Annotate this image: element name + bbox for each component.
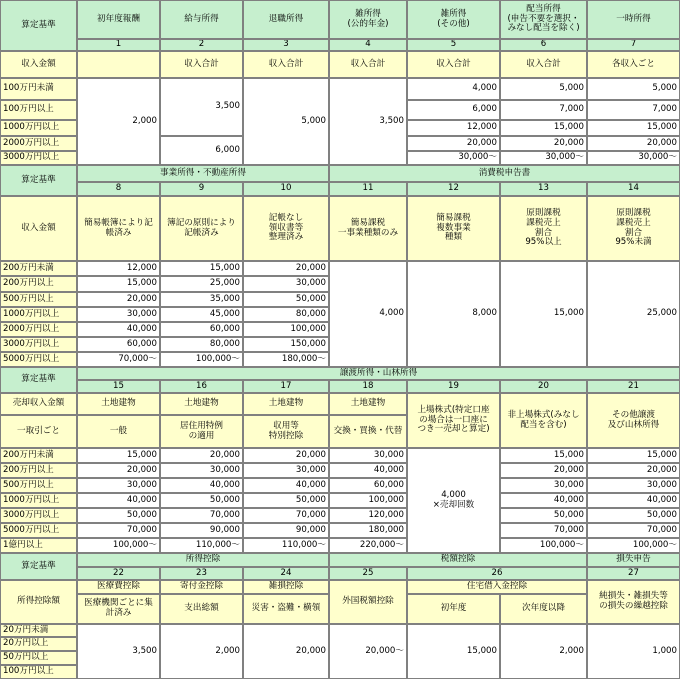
tier-label: 100万円未満 — [0, 78, 77, 100]
fee-cell: 40,000 — [587, 493, 680, 508]
fee-cell: 2,000 — [77, 78, 160, 165]
row-label-income: 収入金額 — [0, 51, 77, 78]
group-header-tax-credits: 税額控除 — [329, 553, 587, 567]
fee-cell: 30,000～ — [587, 151, 680, 165]
fee-cell: 100,000 — [329, 493, 407, 508]
fee-cell: 20,000 — [77, 292, 160, 307]
col-header-21: その他譲渡 及び山林所得 — [587, 393, 680, 448]
fee-cell: 70,000 — [77, 523, 160, 538]
fee-cell: 3,500 — [77, 624, 160, 679]
col-number: 6 — [500, 39, 587, 51]
fee-cell: 100,000～ — [587, 538, 680, 553]
fee-cell: 30,000 — [243, 463, 329, 478]
fee-cell: 40,000 — [160, 478, 243, 493]
sublabel: 収入合計 — [329, 51, 407, 78]
tier-label: 3000万円以上 — [0, 337, 77, 352]
col-header-18: 交換・買換・代替 — [329, 415, 407, 448]
fee-cell: 20,000 — [243, 624, 329, 679]
tier-label: 2000万円以上 — [0, 136, 77, 151]
fee-cell: 20,000 — [587, 136, 680, 151]
fee-cell: 90,000 — [160, 523, 243, 538]
fee-cell: 30,000 — [500, 478, 587, 493]
fee-cell: 60,000 — [77, 337, 160, 352]
fee-cell: 120,000 — [329, 508, 407, 523]
fee-cell: 12,000 — [77, 261, 160, 276]
fee-cell: 180,000 — [329, 523, 407, 538]
tier-label: 1000万円以上 — [0, 307, 77, 322]
col-header-25: 外国税額控除 — [329, 580, 407, 624]
fee-cell: 1,000 — [587, 624, 680, 679]
col-number: 18 — [329, 380, 407, 393]
fee-cell: 100,000～ — [160, 352, 243, 367]
subheader-casualty: 雑損控除 — [243, 580, 329, 594]
fee-cell: 40,000 — [77, 322, 160, 337]
basis-label: 算定基準 — [0, 553, 77, 580]
fee-cell: 5,000 — [587, 78, 680, 100]
fee-cell: 25,000 — [160, 276, 243, 292]
sublabel-blank — [77, 51, 160, 78]
fee-cell: 6,000 — [407, 100, 500, 120]
fee-cell: 100,000～ — [77, 538, 160, 553]
col-header-7: 一時所得 — [587, 0, 680, 39]
fee-cell: 50,000 — [587, 508, 680, 523]
basis-label: 算定基準 — [0, 165, 77, 196]
tier-label: 5000万円以上 — [0, 352, 77, 367]
col-number: 17 — [243, 380, 329, 393]
tier-label: 20万円以上 — [0, 637, 77, 651]
fee-cell: 50,000 — [243, 292, 329, 307]
tier-label: 100万円以上 — [0, 665, 77, 679]
fee-cell: 35,000 — [160, 292, 243, 307]
col-number: 21 — [587, 380, 680, 393]
basis-label: 算定基準 — [0, 0, 77, 51]
fee-cell: 40,000 — [329, 463, 407, 478]
tier-label: 2000万円以上 — [0, 322, 77, 337]
fee-cell-listed-stock: 4,000 ×売却回数 — [407, 448, 500, 553]
col-number: 10 — [243, 182, 329, 196]
col-number: 14 — [587, 182, 680, 196]
group-header-consumption-tax: 消費税申告書 — [329, 165, 680, 182]
col-header-14: 原則課税 課税売上 割合 95%未満 — [587, 196, 680, 261]
col-number: 26 — [407, 567, 587, 580]
fee-cell: 20,000 — [243, 261, 329, 276]
col-header-3: 退職所得 — [243, 0, 329, 39]
fee-cell: 70,000 — [160, 508, 243, 523]
tier-label: 200万円以上 — [0, 463, 77, 478]
sublabel: 収入合計 — [160, 51, 243, 78]
col-header-22: 医療機関ごとに集 計済み — [77, 594, 160, 624]
col-header-20: 非上場株式(みなし 配当を含む) — [500, 393, 587, 448]
fee-cell: 90,000 — [243, 523, 329, 538]
col-header-10: 記帳なし 領収書等 整理済み — [243, 196, 329, 261]
fee-cell: 15,000 — [77, 276, 160, 292]
fee-cell: 7,000 — [500, 100, 587, 120]
col-number: 24 — [243, 567, 329, 580]
subheader-land-building: 土地建物 — [329, 393, 407, 415]
fee-cell: 50,000 — [500, 508, 587, 523]
col-header-9: 簿記の原則により 記帳済み — [160, 196, 243, 261]
col-header-11: 簡易課税 一事業種類のみ — [329, 196, 407, 261]
sublabel: 収入合計 — [500, 51, 587, 78]
fee-cell: 3,500 — [329, 78, 407, 165]
col-number: 12 — [407, 182, 500, 196]
fee-cell: 50,000 — [160, 493, 243, 508]
subheader-medical: 医療費控除 — [77, 580, 160, 594]
fee-cell: 30,000 — [160, 463, 243, 478]
sublabel: 収入合計 — [243, 51, 329, 78]
fee-cell: 6,000 — [160, 136, 243, 165]
fee-cell: 220,000～ — [329, 538, 407, 553]
fee-cell: 60,000 — [329, 478, 407, 493]
col-number: 23 — [160, 567, 243, 580]
col-header-12: 簡易課税 複数事業 種類 — [407, 196, 500, 261]
fee-cell: 100,000～ — [500, 538, 587, 553]
col-header-26: 住宅借入金控除 — [407, 580, 587, 594]
basis-label: 算定基準 — [0, 367, 77, 393]
row-label-sales: 売却収入金額 — [0, 393, 77, 415]
fee-cell: 30,000 — [77, 307, 160, 322]
fee-cell: 70,000 — [500, 523, 587, 538]
col-header-26-first-year: 初年度 — [407, 594, 500, 624]
fee-cell: 20,000 — [77, 463, 160, 478]
fee-cell: 80,000 — [243, 307, 329, 322]
row-label-per-transaction: 一取引ごと — [0, 415, 77, 448]
fee-cell: 70,000 — [243, 508, 329, 523]
col-header-26-following-years: 次年度以降 — [500, 594, 587, 624]
col-number: 25 — [329, 567, 407, 580]
fee-cell: 20,000 — [500, 136, 587, 151]
tier-label: 1000万円以上 — [0, 120, 77, 136]
col-number: 11 — [329, 182, 407, 196]
row-label-income: 収入金額 — [0, 196, 77, 261]
fee-cell: 25,000 — [587, 261, 680, 367]
col-number: 27 — [587, 567, 680, 580]
col-number: 20 — [500, 380, 587, 393]
col-number: 1 — [77, 39, 160, 51]
fee-cell: 15,000 — [500, 261, 587, 367]
col-header-5: 雑所得 (その他) — [407, 0, 500, 39]
fee-cell: 3,500 — [160, 78, 243, 136]
col-header-24: 災害・盗難・横領 — [243, 594, 329, 624]
sublabel: 各収入ごと — [587, 51, 680, 78]
tier-label: 20万円未満 — [0, 624, 77, 637]
group-header-business: 事業所得・不動産所得 — [77, 165, 329, 182]
col-header-23: 支出総額 — [160, 594, 243, 624]
fee-cell: 30,000 — [77, 478, 160, 493]
fee-cell: 40,000 — [243, 478, 329, 493]
tier-label: 200万円以上 — [0, 276, 77, 292]
fee-cell: 30,000 — [587, 478, 680, 493]
fee-cell: 40,000 — [500, 493, 587, 508]
fee-cell: 180,000～ — [243, 352, 329, 367]
subheader-land-building: 土地建物 — [77, 393, 160, 415]
fee-cell: 100,000 — [243, 322, 329, 337]
tier-label: 50万円以上 — [0, 651, 77, 665]
fee-cell: 20,000 — [587, 463, 680, 478]
fee-cell: 20,000 — [160, 448, 243, 463]
subheader-donation: 寄付金控除 — [160, 580, 243, 594]
fee-cell: 80,000 — [160, 337, 243, 352]
fee-cell: 150,000 — [243, 337, 329, 352]
tier-label: 3000万円以上 — [0, 151, 77, 165]
fee-cell: 15,000 — [587, 120, 680, 136]
fee-cell: 30,000～ — [407, 151, 500, 165]
fee-cell: 20,000 — [243, 448, 329, 463]
col-header-15: 一般 — [77, 415, 160, 448]
fee-cell: 60,000 — [160, 322, 243, 337]
fee-cell: 70,000 — [587, 523, 680, 538]
fee-cell: 110,000～ — [243, 538, 329, 553]
col-number: 13 — [500, 182, 587, 196]
col-header-2: 給与所得 — [160, 0, 243, 39]
col-header-13: 原則課税 課税売上 割合 95%以上 — [500, 196, 587, 261]
col-header-16: 居住用特例 の適用 — [160, 415, 243, 448]
fee-cell: 15,000 — [500, 120, 587, 136]
col-number: 8 — [77, 182, 160, 196]
fee-cell: 15,000 — [77, 448, 160, 463]
fee-cell: 12,000 — [407, 120, 500, 136]
fee-cell: 30,000 — [329, 448, 407, 463]
sublabel: 収入合計 — [407, 51, 500, 78]
col-number: 16 — [160, 380, 243, 393]
col-header-17: 収用等 特別控除 — [243, 415, 329, 448]
col-number: 7 — [587, 39, 680, 51]
col-header-8: 簡易帳簿により記 帳済み — [77, 196, 160, 261]
fee-cell: 50,000 — [243, 493, 329, 508]
fee-cell: 45,000 — [160, 307, 243, 322]
col-number: 9 — [160, 182, 243, 196]
fee-cell: 4,000 — [407, 78, 500, 100]
tier-label: 3000万円以上 — [0, 508, 77, 523]
col-number: 22 — [77, 567, 160, 580]
fee-cell: 2,000 — [160, 624, 243, 679]
group-header-transfer: 譲渡所得・山林所得 — [77, 367, 680, 380]
tier-label: 1000万円以上 — [0, 493, 77, 508]
col-number: 5 — [407, 39, 500, 51]
col-number: 19 — [407, 380, 500, 393]
tier-label: 200万円未満 — [0, 261, 77, 276]
tier-label: 1億円以上 — [0, 538, 77, 553]
fee-cell: 20,000～ — [329, 624, 407, 679]
fee-cell: 7,000 — [587, 100, 680, 120]
col-header-4: 雑所得 (公的年金) — [329, 0, 407, 39]
fee-cell: 30,000 — [243, 276, 329, 292]
fee-cell: 40,000 — [77, 493, 160, 508]
subheader-land-building: 土地建物 — [243, 393, 329, 415]
col-header-27: 純損失・雑損失等 の損失の繰越控除 — [587, 580, 680, 624]
group-header-deductions: 所得控除 — [77, 553, 329, 567]
col-header-1: 初年度報酬 — [77, 0, 160, 39]
tier-label: 100万円以上 — [0, 100, 77, 120]
row-label-deduction-amount: 所得控除額 — [0, 580, 77, 624]
fee-cell: 4,000 — [329, 261, 407, 367]
fee-cell: 15,000 — [407, 624, 500, 679]
subheader-land-building: 土地建物 — [160, 393, 243, 415]
fee-cell: 8,000 — [407, 261, 500, 367]
col-number: 2 — [160, 39, 243, 51]
tier-label: 5000万円以上 — [0, 523, 77, 538]
fee-cell: 50,000 — [77, 508, 160, 523]
col-number: 4 — [329, 39, 407, 51]
col-header-19: 上場株式(特定口座 の場合は一口座に つき一売却と算定) — [407, 393, 500, 448]
tier-label: 500万円以上 — [0, 478, 77, 493]
col-number: 3 — [243, 39, 329, 51]
fee-cell: 30,000～ — [500, 151, 587, 165]
col-header-6: 配当所得 (申告不要を選択・ みなし配当を除く) — [500, 0, 587, 39]
fee-cell: 5,000 — [243, 78, 329, 165]
fee-cell: 2,000 — [500, 624, 587, 679]
fee-cell: 20,000 — [407, 136, 500, 151]
group-header-loss: 損失申告 — [587, 553, 680, 567]
tier-label: 500万円以上 — [0, 292, 77, 307]
col-number: 15 — [77, 380, 160, 393]
fee-cell: 15,000 — [587, 448, 680, 463]
tier-label: 200万円未満 — [0, 448, 77, 463]
fee-cell: 70,000～ — [77, 352, 160, 367]
fee-cell: 5,000 — [500, 78, 587, 100]
fee-cell: 20,000 — [500, 463, 587, 478]
fee-cell: 110,000～ — [160, 538, 243, 553]
fee-cell: 15,000 — [500, 448, 587, 463]
fee-cell: 15,000 — [160, 261, 243, 276]
